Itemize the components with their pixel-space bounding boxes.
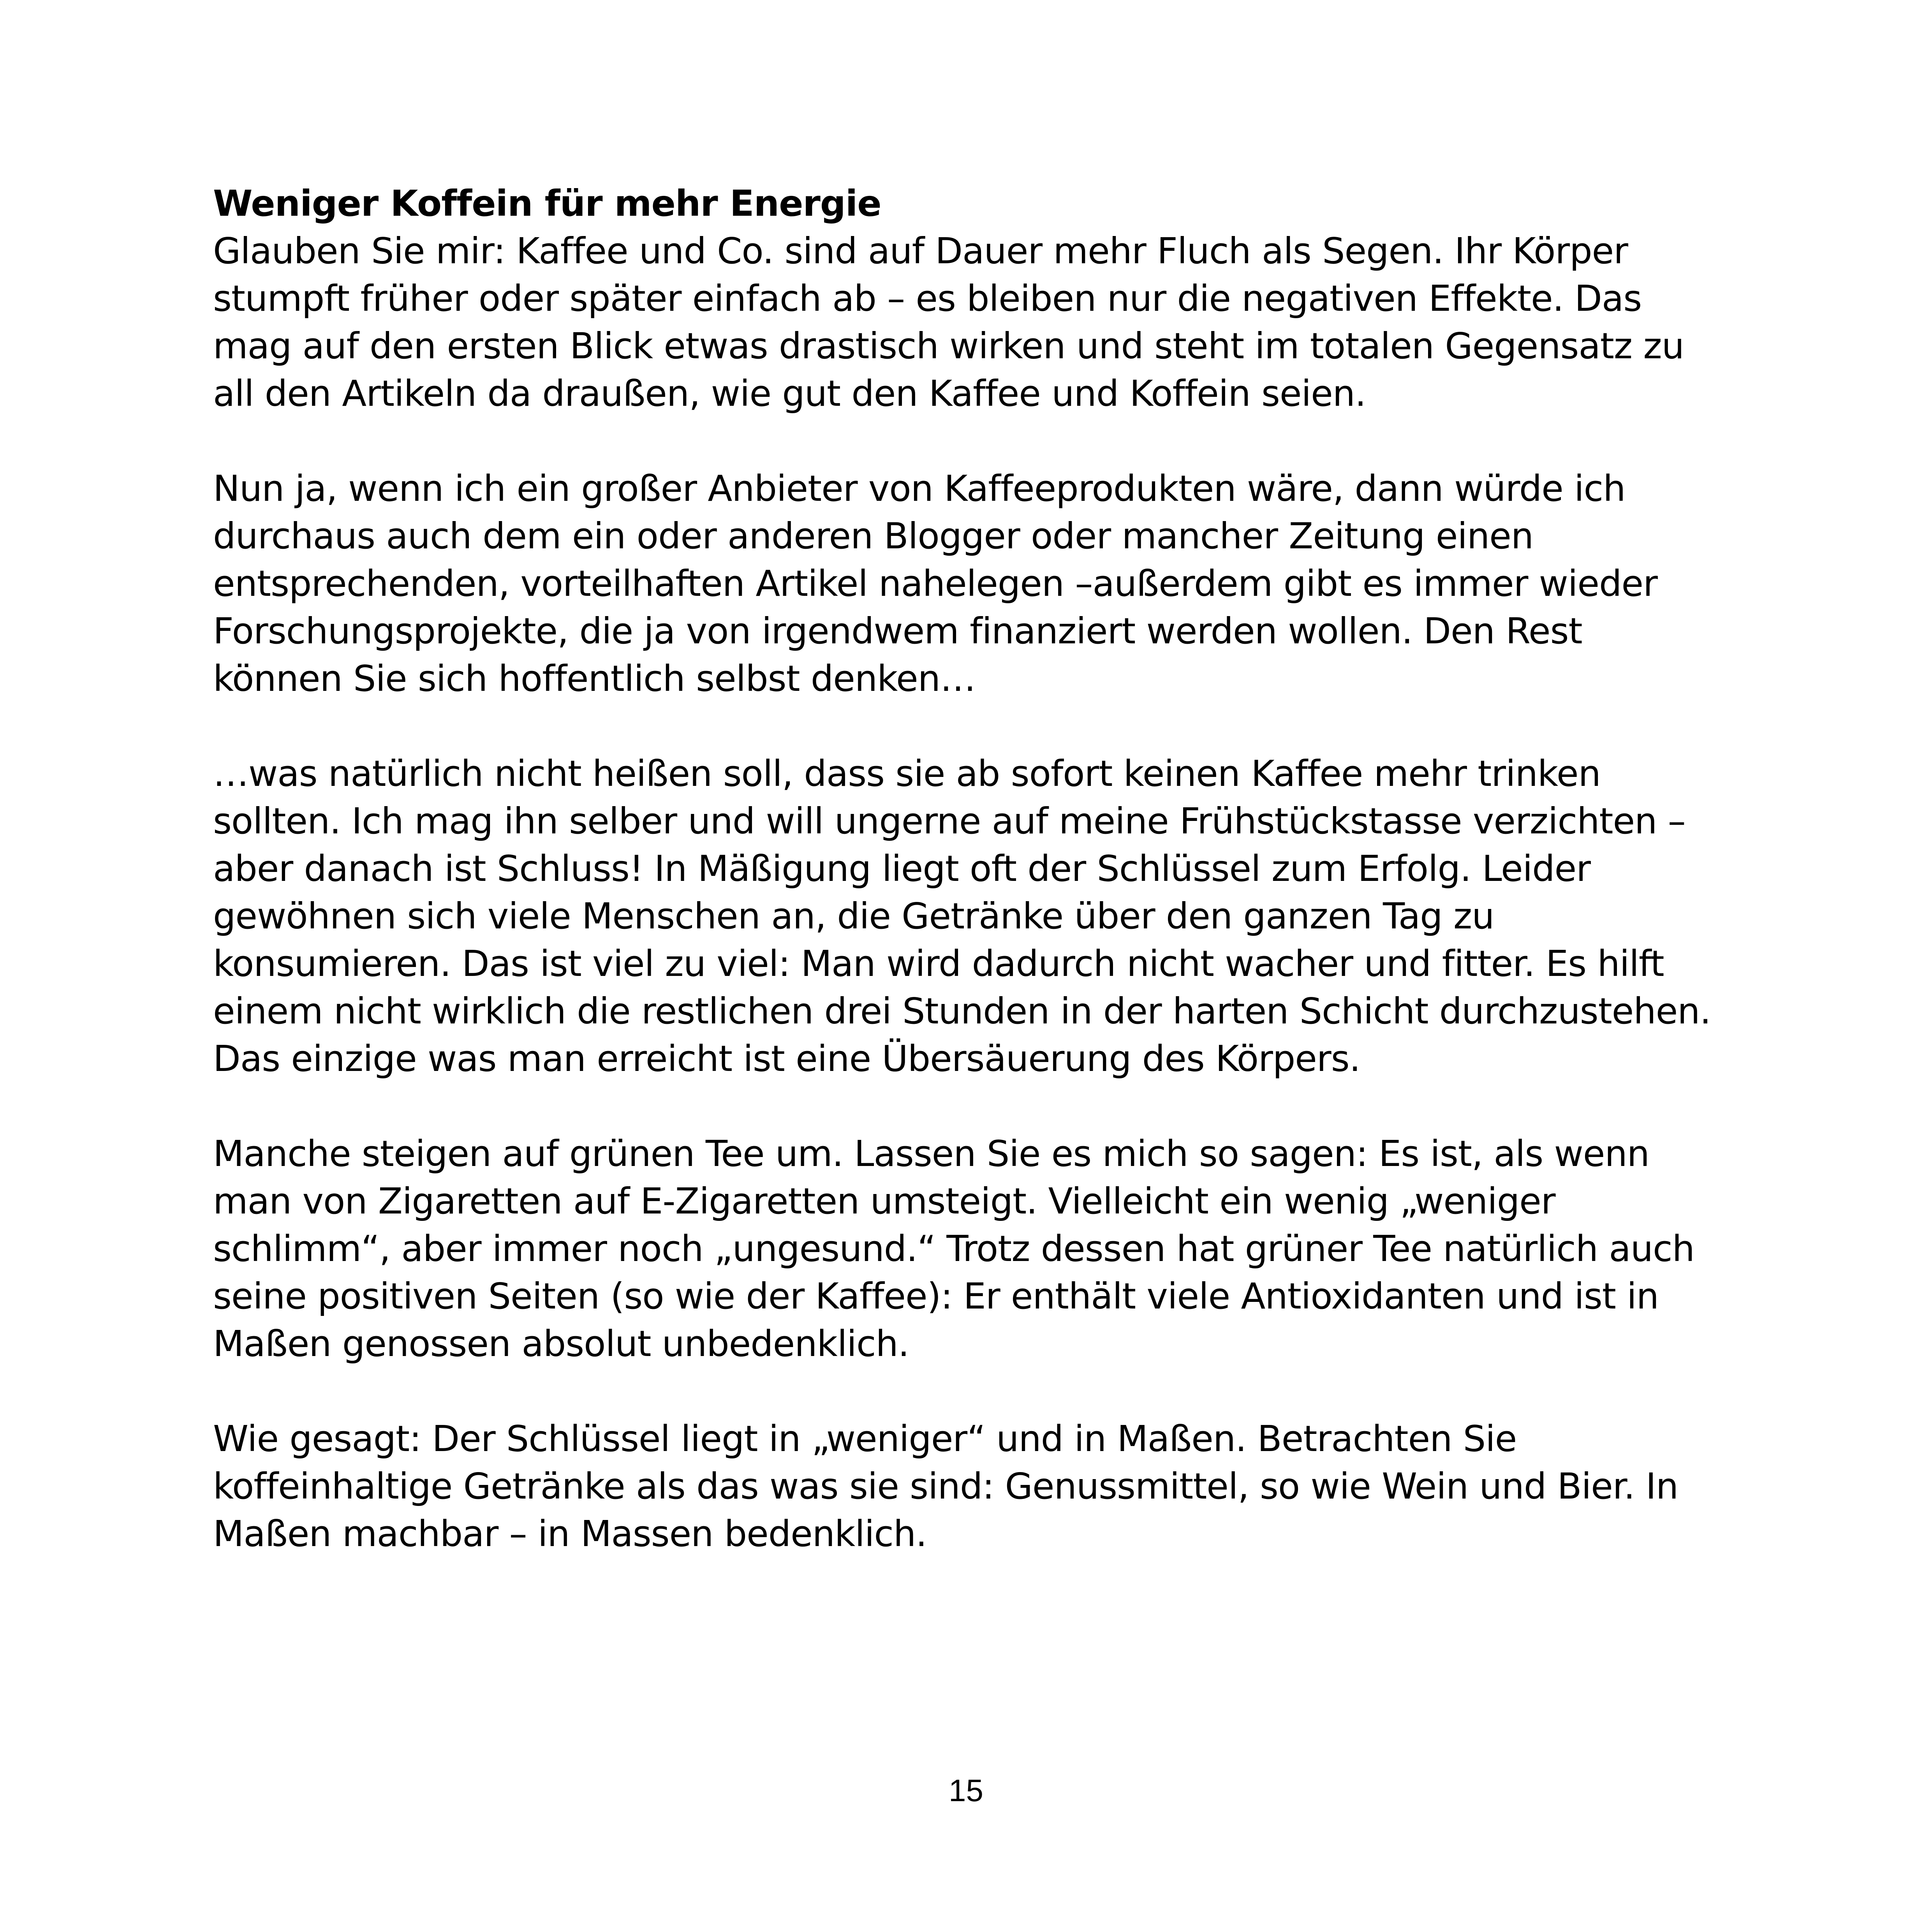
page-number: 15 <box>949 1773 983 1808</box>
text-line: schlimm“, aber immer noch „ungesund.“ Trotz dessen hat grüner Tee natürlich auch <box>213 1228 1694 1270</box>
text-line: einem nicht wirklich die restlichen drei Stunden in der harten Schicht durchzustehen. <box>213 990 1711 1032</box>
text-line: koffeinhaltige Getränke als das was sie sind: Genussmittel, so wie Wein und Bier. In <box>213 1465 1678 1507</box>
page-content <box>213 180 1810 1605</box>
text-line: …was natürlich nicht heißen soll, dass sie ab sofort keinen Kaffee mehr trinken <box>213 753 1601 794</box>
text-line: durchaus auch dem ein oder anderen Blogger oder mancher Zeitung einen <box>213 515 1534 557</box>
text-line: Maßen genossen absolut unbedenklich. <box>213 1323 909 1365</box>
text-line: Wie gesagt: Der Schlüssel liegt in „weniger“ und in Maßen. Betrachten Sie <box>213 1418 1517 1460</box>
text-line: aber danach ist Schluss! In Mäßigung liegt oft der Schlüssel zum Erfolg. Leider <box>213 848 1591 889</box>
section-heading: Weniger Koffein für mehr Energie <box>213 183 881 224</box>
paragraph-4 <box>213 1130 1810 1368</box>
text-line: all den Artikeln da draußen, wie gut den Kaffee und Koffein seien. <box>213 373 1366 414</box>
text-line: seine positiven Seiten (so wie der Kaffee): Er enthält viele Antioxidanten und ist in <box>213 1275 1659 1317</box>
text-line: Manche steigen auf grünen Tee um. Lassen Sie es mich so sagen: Es ist, als wenn <box>213 1133 1650 1175</box>
text-line: Nun ja, wenn ich ein großer Anbieter von Kaffeeprodukten wäre, dann würde ich <box>213 468 1626 509</box>
paragraph-3 <box>213 750 1810 1083</box>
text-line: gewöhnen sich viele Menschen an, die Getränke über den ganzen Tag zu <box>213 895 1494 937</box>
text-line: stumpft früher oder später einfach ab – es bleiben nur die negativen Effekte. Das <box>213 278 1642 319</box>
paragraph-2 <box>213 465 1810 703</box>
text-line: Maßen machbar – in Massen bedenklich. <box>213 1513 927 1555</box>
text-line: man von Zigaretten auf E-Zigaretten umsteigt. Vielleicht ein wenig „weniger <box>213 1180 1555 1222</box>
text-line: Das einzige was man erreicht ist eine Übersäuerung des Körpers. <box>213 1038 1360 1080</box>
text-line: sollten. Ich mag ihn selber und will ungerne auf meine Frühstückstasse verzichten – <box>213 800 1685 842</box>
text-line: Forschungsprojekte, die ja von irgendwem finanziert werden wollen. Den Rest <box>213 610 1582 652</box>
text-line: können Sie sich hoffentlich selbst denken… <box>213 658 976 699</box>
text-line: Glauben Sie mir: Kaffee und Co. sind auf Dauer mehr Fluch als Segen. Ihr Körper <box>213 230 1628 272</box>
text-line: entsprechenden, vorteilhaften Artikel nahelegen –außerdem gibt es immer wieder <box>213 563 1657 604</box>
paragraph-5 <box>213 1415 1810 1558</box>
paragraph-1 <box>213 227 1810 417</box>
text-line: konsumieren. Das ist viel zu viel: Man wird dadurch nicht wacher und fitter. Es hilft <box>213 943 1664 984</box>
text-line: mag auf den ersten Blick etwas drastisch wirken und steht im totalen Gegensatz zu <box>213 325 1684 367</box>
